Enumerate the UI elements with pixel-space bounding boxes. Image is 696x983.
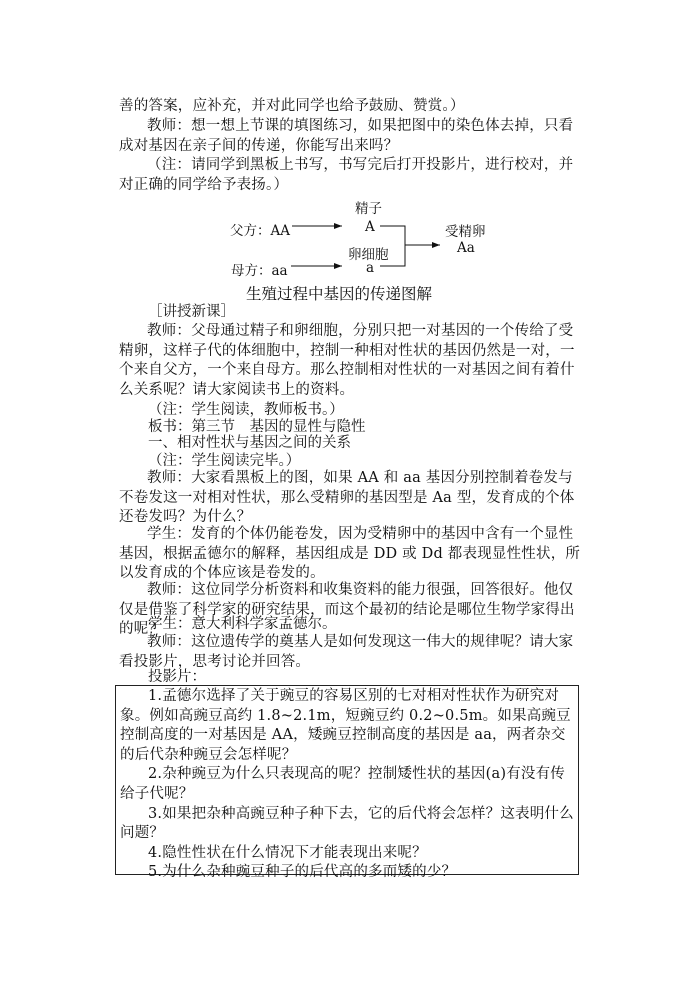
slide-item: 4.隐性性状在什么情况下才能表现出来呢？ <box>148 844 427 861</box>
note-paragraph: （注：请同学到黑板上书写，书写完后打开投影片，进行校对，并对正确的同学给予表扬。） <box>119 157 574 193</box>
student-answer-1: 学生：发育的个体仍能卷发，因为受精卵中的基因中含有一个显性基因，根据孟德尔的解释，基因组成是 DD 或 Dd 都表现显性性状，所以发育成的个体应该是卷发的。 <box>119 526 581 582</box>
section-tag: ［讲授新课］ <box>148 304 235 320</box>
mother-label: 母方：aa <box>231 263 288 279</box>
zygote-gene: Aa <box>457 240 475 256</box>
teacher-question-2: 教师：大家看黑板上的图，如果 AA 和 aa 基因分别控制着卷发与不卷发这一对相对性状，那么受精卵的基因型是 Aa 型，发育成的个体还卷发吗？为什么？ <box>119 470 575 526</box>
sperm-gene: A <box>365 219 375 235</box>
teacher-question-3: 教师：这位同学分析资料和收集资料的能力很强，回答很好。他仅仅是借鉴了科学家的研究结果，而这个最初的结论是哪位生物学家得出的呢？ <box>119 582 575 638</box>
note-reading: （注：学生阅读，教师板书。） <box>148 402 344 418</box>
section-heading: 一、相对性状与基因之间的关系 <box>148 435 351 451</box>
slide-item: 1.孟德尔选择了关于豌豆的容易区别的七对相对性状作为研究对象。例如高豌豆高约 1.8~2.1m，短豌豆约 0.2~0.5m。如果高豌豆控制高度的一对基因是 AA，矮豌豆控制高度的基因是 aa，两者杂交的后代杂种豌豆会怎样呢？ <box>120 688 571 763</box>
zygote-label: 受精卵 <box>445 224 486 240</box>
board-heading: 板书：第三节 基因的显性与隐性 <box>148 419 366 435</box>
slide-item: 2.杂种豌豆为什么只表现高的呢？控制矮性状的基因(a)有没有传给子代呢？ <box>120 766 565 802</box>
father-label: 父方：AA <box>230 223 290 239</box>
intro-line: 善的答案，应补充，并对此同学也给予鼓励、赞赏。） <box>119 98 465 114</box>
diagram-caption: 生殖过程中基因的传递图解 <box>246 285 433 303</box>
teacher-question-4: 教师：这位遗传学的奠基人是如何发现这一伟大的规律呢？请大家看投影片，思考讨论并回答。 <box>119 634 574 670</box>
sperm-label: 精子 <box>355 201 382 217</box>
egg-label: 卵细胞 <box>348 247 389 263</box>
slide-item: 3.如果把杂种高豌豆种子种下去，它的后代将会怎样？这表明什么问题？ <box>120 805 574 842</box>
teacher-explanation: 教师：父母通过精子和卵细胞，分别只把一对基因的一个传给了受精卵，这样子代的体细胞中，控制一种相对性状的基因仍然是一对，一个来自父方，一个来自母方。那么控制相对性状的一对基因之间有着什么关系呢？请大家阅读书上的资料。 <box>119 323 575 398</box>
projector-slide-box <box>115 685 579 881</box>
egg-gene: a <box>366 260 375 276</box>
student-answer-2: 学生：意大利科学家孟德尔。 <box>148 616 337 632</box>
projector-label: 投影片： <box>148 669 206 685</box>
slide-item: 5.为什么杂种豌豆种子的后代高的多而矮的少？ <box>148 864 457 881</box>
teacher-question: 教师：想一想上节课的填图练习，如果把图中的染色体去掉，只看成对基因在亲子间的传递，你能写出来吗？ <box>119 118 574 154</box>
note-finished: （注：学生阅读完毕。） <box>148 453 301 469</box>
